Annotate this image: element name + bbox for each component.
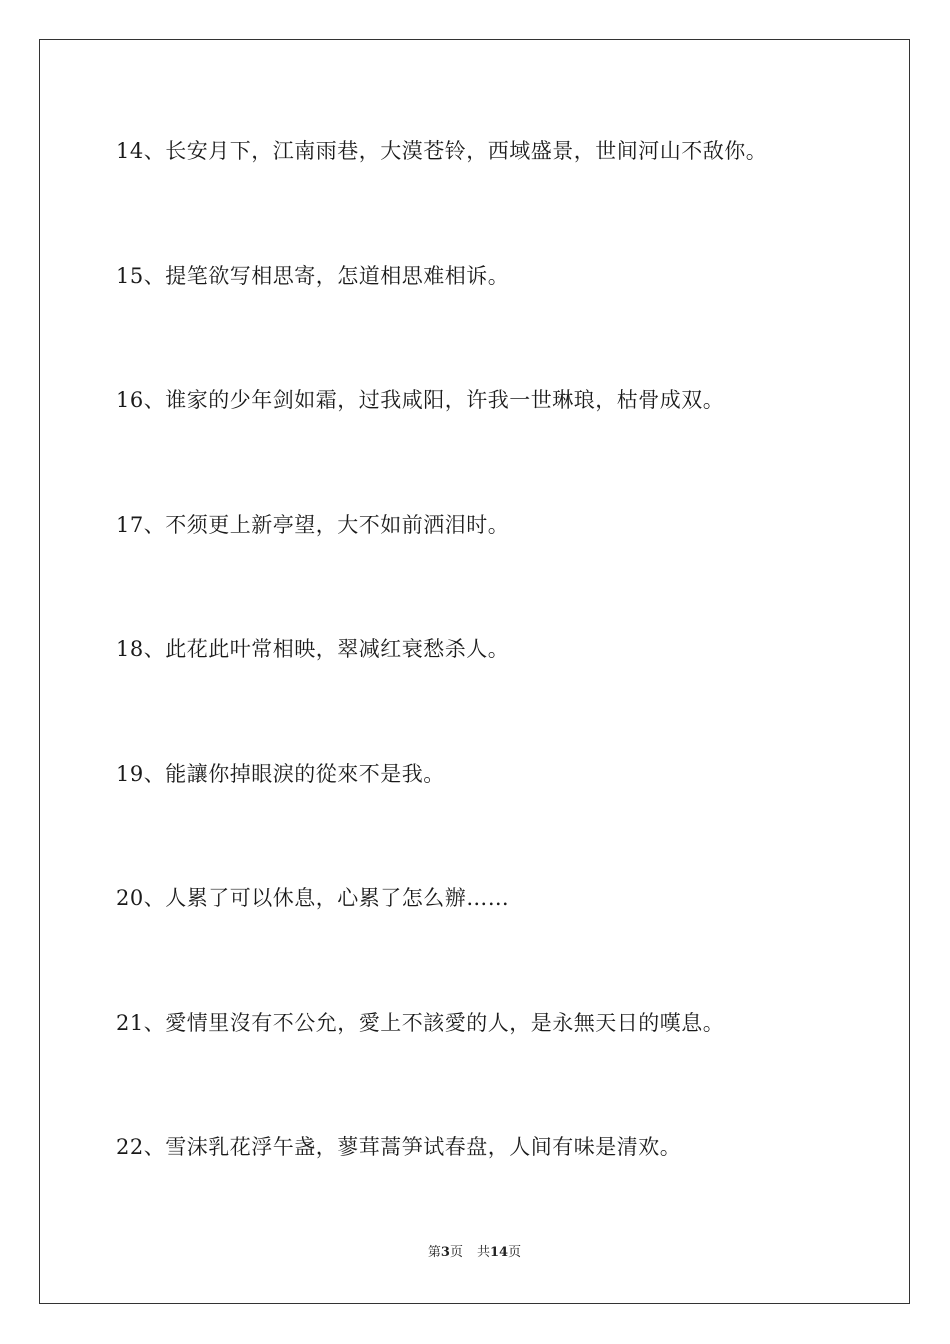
list-item: 18、此花此叶常相映，翠减红衰愁杀人。	[116, 637, 510, 661]
list-item: 21、愛情里沒有不公允，愛上不該愛的人，是永無天日的嘆息。	[116, 1011, 725, 1035]
entry-list	[40, 40, 909, 1303]
page-footer	[40, 1244, 909, 1262]
total-pages-label: 共14页	[476, 1245, 522, 1260]
list-item: 16、谁家的少年剑如霜，过我咸阳，许我一世琳琅，枯骨成双。	[116, 388, 725, 412]
page-number-label: 第3页	[427, 1245, 463, 1260]
list-item: 19、能讓你掉眼淚的從來不是我。	[116, 762, 445, 786]
list-item: 14、长安月下，江南雨巷，大漠苍铃，西域盛景，世间河山不敌你。	[116, 139, 768, 163]
list-item: 20、人累了可以休息，心累了怎么辦……	[116, 886, 510, 910]
list-item: 22、雪沫乳花浮午盏，蓼茸蒿笋试春盘，人间有味是清欢。	[116, 1135, 682, 1159]
list-item: 17、不须更上新亭望，大不如前洒泪时。	[116, 513, 510, 537]
page-frame	[39, 39, 910, 1304]
list-item: 15、提笔欲写相思寄，怎道相思难相诉。	[116, 264, 510, 288]
